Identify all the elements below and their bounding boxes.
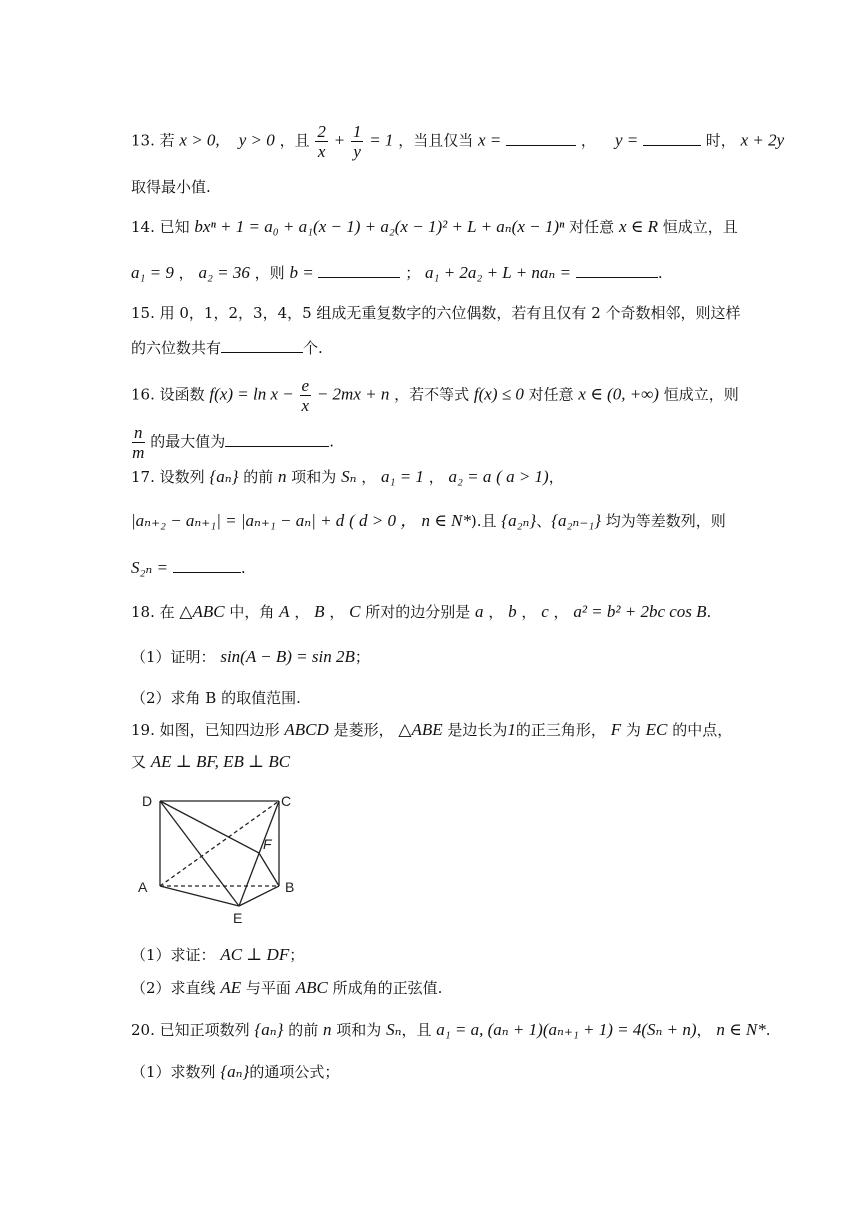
text: 的前 xyxy=(288,1021,319,1039)
problem-18-sub1 xyxy=(131,647,370,667)
math: x = xyxy=(478,130,502,150)
math: b = xyxy=(289,263,314,282)
text: 对任意 xyxy=(569,218,615,236)
answer-blank[interactable] xyxy=(643,130,701,146)
math: |aₙ₊₂ − aₙ₊₁| = |aₙ₊₁ − aₙ| + d xyxy=(131,511,345,530)
text: . xyxy=(765,1021,771,1039)
answer-blank[interactable] xyxy=(225,431,329,447)
math: ( a > 1) xyxy=(496,467,549,486)
edge-AE xyxy=(160,886,239,906)
text: 18. 在 xyxy=(131,603,175,621)
text: ； xyxy=(354,648,370,666)
text: 与平面 xyxy=(245,979,291,997)
fraction-2-over-x xyxy=(315,122,328,161)
math: △ABC xyxy=(179,602,225,621)
problem-19-sub1 xyxy=(131,945,304,965)
math: bxⁿ + 1 = a₀ + a₁(x − 1) + a₂(x − 1)² + L + aₙ(x − 1)ⁿ xyxy=(194,217,565,236)
problem-13-line1 xyxy=(131,122,784,161)
text: ， xyxy=(580,131,596,150)
denominator: x xyxy=(301,396,310,415)
math: {a₂ₙ₋₁} xyxy=(551,511,601,530)
math: a xyxy=(475,602,484,621)
text: 对任意 xyxy=(528,385,574,404)
text: ，则 xyxy=(254,264,285,282)
text: ， xyxy=(294,603,310,621)
text: 项和为 xyxy=(336,1021,382,1039)
math: {aₙ} xyxy=(209,467,239,486)
math: n ∈ N* xyxy=(716,1020,766,1039)
denominator: y xyxy=(353,142,361,161)
text: 16. 设函数 xyxy=(131,385,205,404)
math: f(x) = ln x − xyxy=(209,384,294,404)
text: 是边长为 xyxy=(447,721,508,739)
text: ， xyxy=(329,603,345,621)
text: 的最大值为 xyxy=(150,432,226,451)
math: a² = b² + 2bc cos B xyxy=(573,602,707,621)
text: ， xyxy=(553,603,569,621)
text: . xyxy=(240,559,246,577)
problem-15-line1: 15. 用 0，1，2，3，4，5 组成无重复数字的六位偶数，若有且仅有 2 个奇数相邻，则这样 xyxy=(131,304,741,322)
text: 恒成立，且 xyxy=(662,218,738,236)
text: ， xyxy=(696,1021,712,1039)
edge-FB xyxy=(259,853,279,886)
math: a₁ = a, (aₙ + 1)(aₙ₊₁ + 1) = 4(Sₙ + n) xyxy=(436,1020,697,1039)
text: . xyxy=(657,264,663,282)
text: 17. 设数列 xyxy=(131,468,205,486)
label-D: D xyxy=(142,793,153,809)
text: ， xyxy=(428,468,444,486)
text: ， xyxy=(521,603,537,621)
text: 时， xyxy=(705,131,736,150)
math: y = xyxy=(614,130,639,150)
math: a₂ = 36 xyxy=(198,263,250,282)
math: n xyxy=(277,467,287,486)
math: S₂ₙ = xyxy=(131,558,169,577)
text: 的正三角形， xyxy=(515,721,606,739)
math: a₂ = a xyxy=(448,467,492,486)
math: {aₙ} xyxy=(220,1062,250,1081)
problem-14-line2 xyxy=(131,262,663,283)
math: Sₙ xyxy=(386,1020,402,1039)
math: EC xyxy=(645,720,668,739)
label-E: E xyxy=(233,910,243,926)
math: b xyxy=(508,602,517,621)
problem-15-line2 xyxy=(131,337,323,358)
edge-DF xyxy=(160,801,259,853)
math: x ∈ R xyxy=(618,217,658,236)
fraction-n-over-m xyxy=(132,423,145,462)
edge-AC-dashed xyxy=(160,801,279,886)
denominator: x xyxy=(317,142,326,161)
math: a₁ = 1 xyxy=(381,467,424,486)
answer-blank[interactable] xyxy=(318,262,400,278)
numerator: n xyxy=(134,423,143,442)
math: 1 xyxy=(507,720,516,739)
numerator: 2 xyxy=(317,122,326,141)
math: AC ⊥ DF xyxy=(220,945,290,964)
text: 19. 如图，已知四边形 xyxy=(131,721,280,739)
math: Sₙ xyxy=(341,467,357,486)
text: ， xyxy=(548,468,564,486)
problem-19-line2 xyxy=(131,752,290,772)
answer-blank[interactable] xyxy=(506,130,576,146)
text: 均为等差数列，则 xyxy=(605,512,726,530)
math: ABCD xyxy=(284,720,329,739)
text: 为 xyxy=(625,721,641,739)
text: ，且 xyxy=(279,131,310,150)
math: n xyxy=(322,1020,332,1039)
problem-16-line1 xyxy=(131,376,739,415)
math: y > 0 xyxy=(238,130,275,150)
label-A: A xyxy=(138,879,148,895)
text: 20. 已知正项数列 xyxy=(131,1021,250,1039)
text: （1）证明： xyxy=(131,648,216,666)
problem-16-line2 xyxy=(131,423,334,462)
text: 的中点， xyxy=(672,721,733,739)
math: a₁ + 2a₂ + L + naₙ = xyxy=(425,263,572,282)
text: （1）求数列 xyxy=(131,1063,216,1081)
math: F xyxy=(610,720,622,739)
fraction-1-over-y xyxy=(351,122,364,161)
text: 、 xyxy=(536,512,552,530)
label-F: F xyxy=(263,836,272,852)
text: 中，角 xyxy=(229,603,275,621)
text: 所对的边分别是 xyxy=(365,603,471,621)
text: 的前 xyxy=(243,468,274,486)
text: ，若不等式 xyxy=(394,385,470,404)
math: AE ⊥ BF, EB ⊥ BC xyxy=(150,752,291,771)
math: + xyxy=(333,130,346,150)
math: AE xyxy=(220,978,242,997)
problem-17-line1 xyxy=(131,467,564,487)
math: f(x) ≤ 0 xyxy=(473,384,524,404)
problem-13-line2: 取得最小值. xyxy=(131,178,211,196)
problem-17-line3 xyxy=(131,557,246,578)
math: x + 2y xyxy=(740,130,785,150)
answer-blank[interactable] xyxy=(576,262,658,278)
denominator: m xyxy=(132,443,145,462)
math: ( d > 0 ， n ∈ N* xyxy=(349,511,471,530)
text: ，且 xyxy=(401,1021,432,1039)
math: a₁ = 9 xyxy=(131,263,174,282)
problem-18-sub2: （2）求角 B 的取值范围. xyxy=(131,689,301,707)
text: 的通项公式； xyxy=(249,1063,340,1081)
problem-19-sub2 xyxy=(131,978,442,998)
text: 恒成立，则 xyxy=(663,385,739,404)
label-C: C xyxy=(281,793,292,809)
text: 14. 已知 xyxy=(131,218,190,236)
math: △ABE xyxy=(398,720,443,739)
text: ， xyxy=(178,264,194,282)
text: 所成角的正弦值. xyxy=(332,979,443,997)
answer-blank[interactable] xyxy=(221,337,303,353)
text: ).且 xyxy=(470,512,497,530)
text: 13. 若 xyxy=(131,131,175,150)
math: c xyxy=(541,602,549,621)
text: 是菱形， xyxy=(333,721,394,739)
text: ， xyxy=(361,468,377,486)
text: （2）求直线 xyxy=(131,979,216,997)
problem-18-line1 xyxy=(131,602,711,622)
answer-blank[interactable] xyxy=(173,557,241,573)
text: ； xyxy=(289,946,305,964)
text: . xyxy=(706,603,712,621)
text: ，当且仅当 xyxy=(398,131,474,150)
problem-20-sub1 xyxy=(131,1062,339,1082)
text: 个. xyxy=(303,339,323,357)
math: ABC xyxy=(295,978,328,997)
math: C xyxy=(349,602,361,621)
problem-20-line1 xyxy=(131,1020,771,1040)
edge-DE xyxy=(160,801,239,906)
math: x > 0, xyxy=(179,130,220,150)
math: B xyxy=(314,602,325,621)
text: 的六位数共有 xyxy=(131,339,222,357)
math: = 1 xyxy=(369,130,394,150)
problem-19-line1 xyxy=(131,720,732,740)
math: {aₙ} xyxy=(254,1020,284,1039)
math: x ∈ (0, +∞) xyxy=(578,384,659,404)
text: 项和为 xyxy=(291,468,337,486)
math: sin(A − B) = sin 2B xyxy=(220,647,355,666)
text: ， xyxy=(488,603,504,621)
numerator: 1 xyxy=(352,122,362,141)
text: . xyxy=(329,432,335,451)
problem-17-line2 xyxy=(131,511,726,531)
rhombus-figure xyxy=(136,786,316,928)
label-B: B xyxy=(285,879,295,895)
text: ； xyxy=(405,264,421,282)
numerator: e xyxy=(301,376,310,395)
fraction-e-over-x xyxy=(300,376,312,415)
math: − 2mx + n xyxy=(316,384,390,404)
problem-14-line1 xyxy=(131,217,738,237)
math: A xyxy=(279,602,290,621)
text: （1）求证： xyxy=(131,946,216,964)
math: {a₂ₙ} xyxy=(501,511,537,530)
text: 又 xyxy=(131,753,147,771)
